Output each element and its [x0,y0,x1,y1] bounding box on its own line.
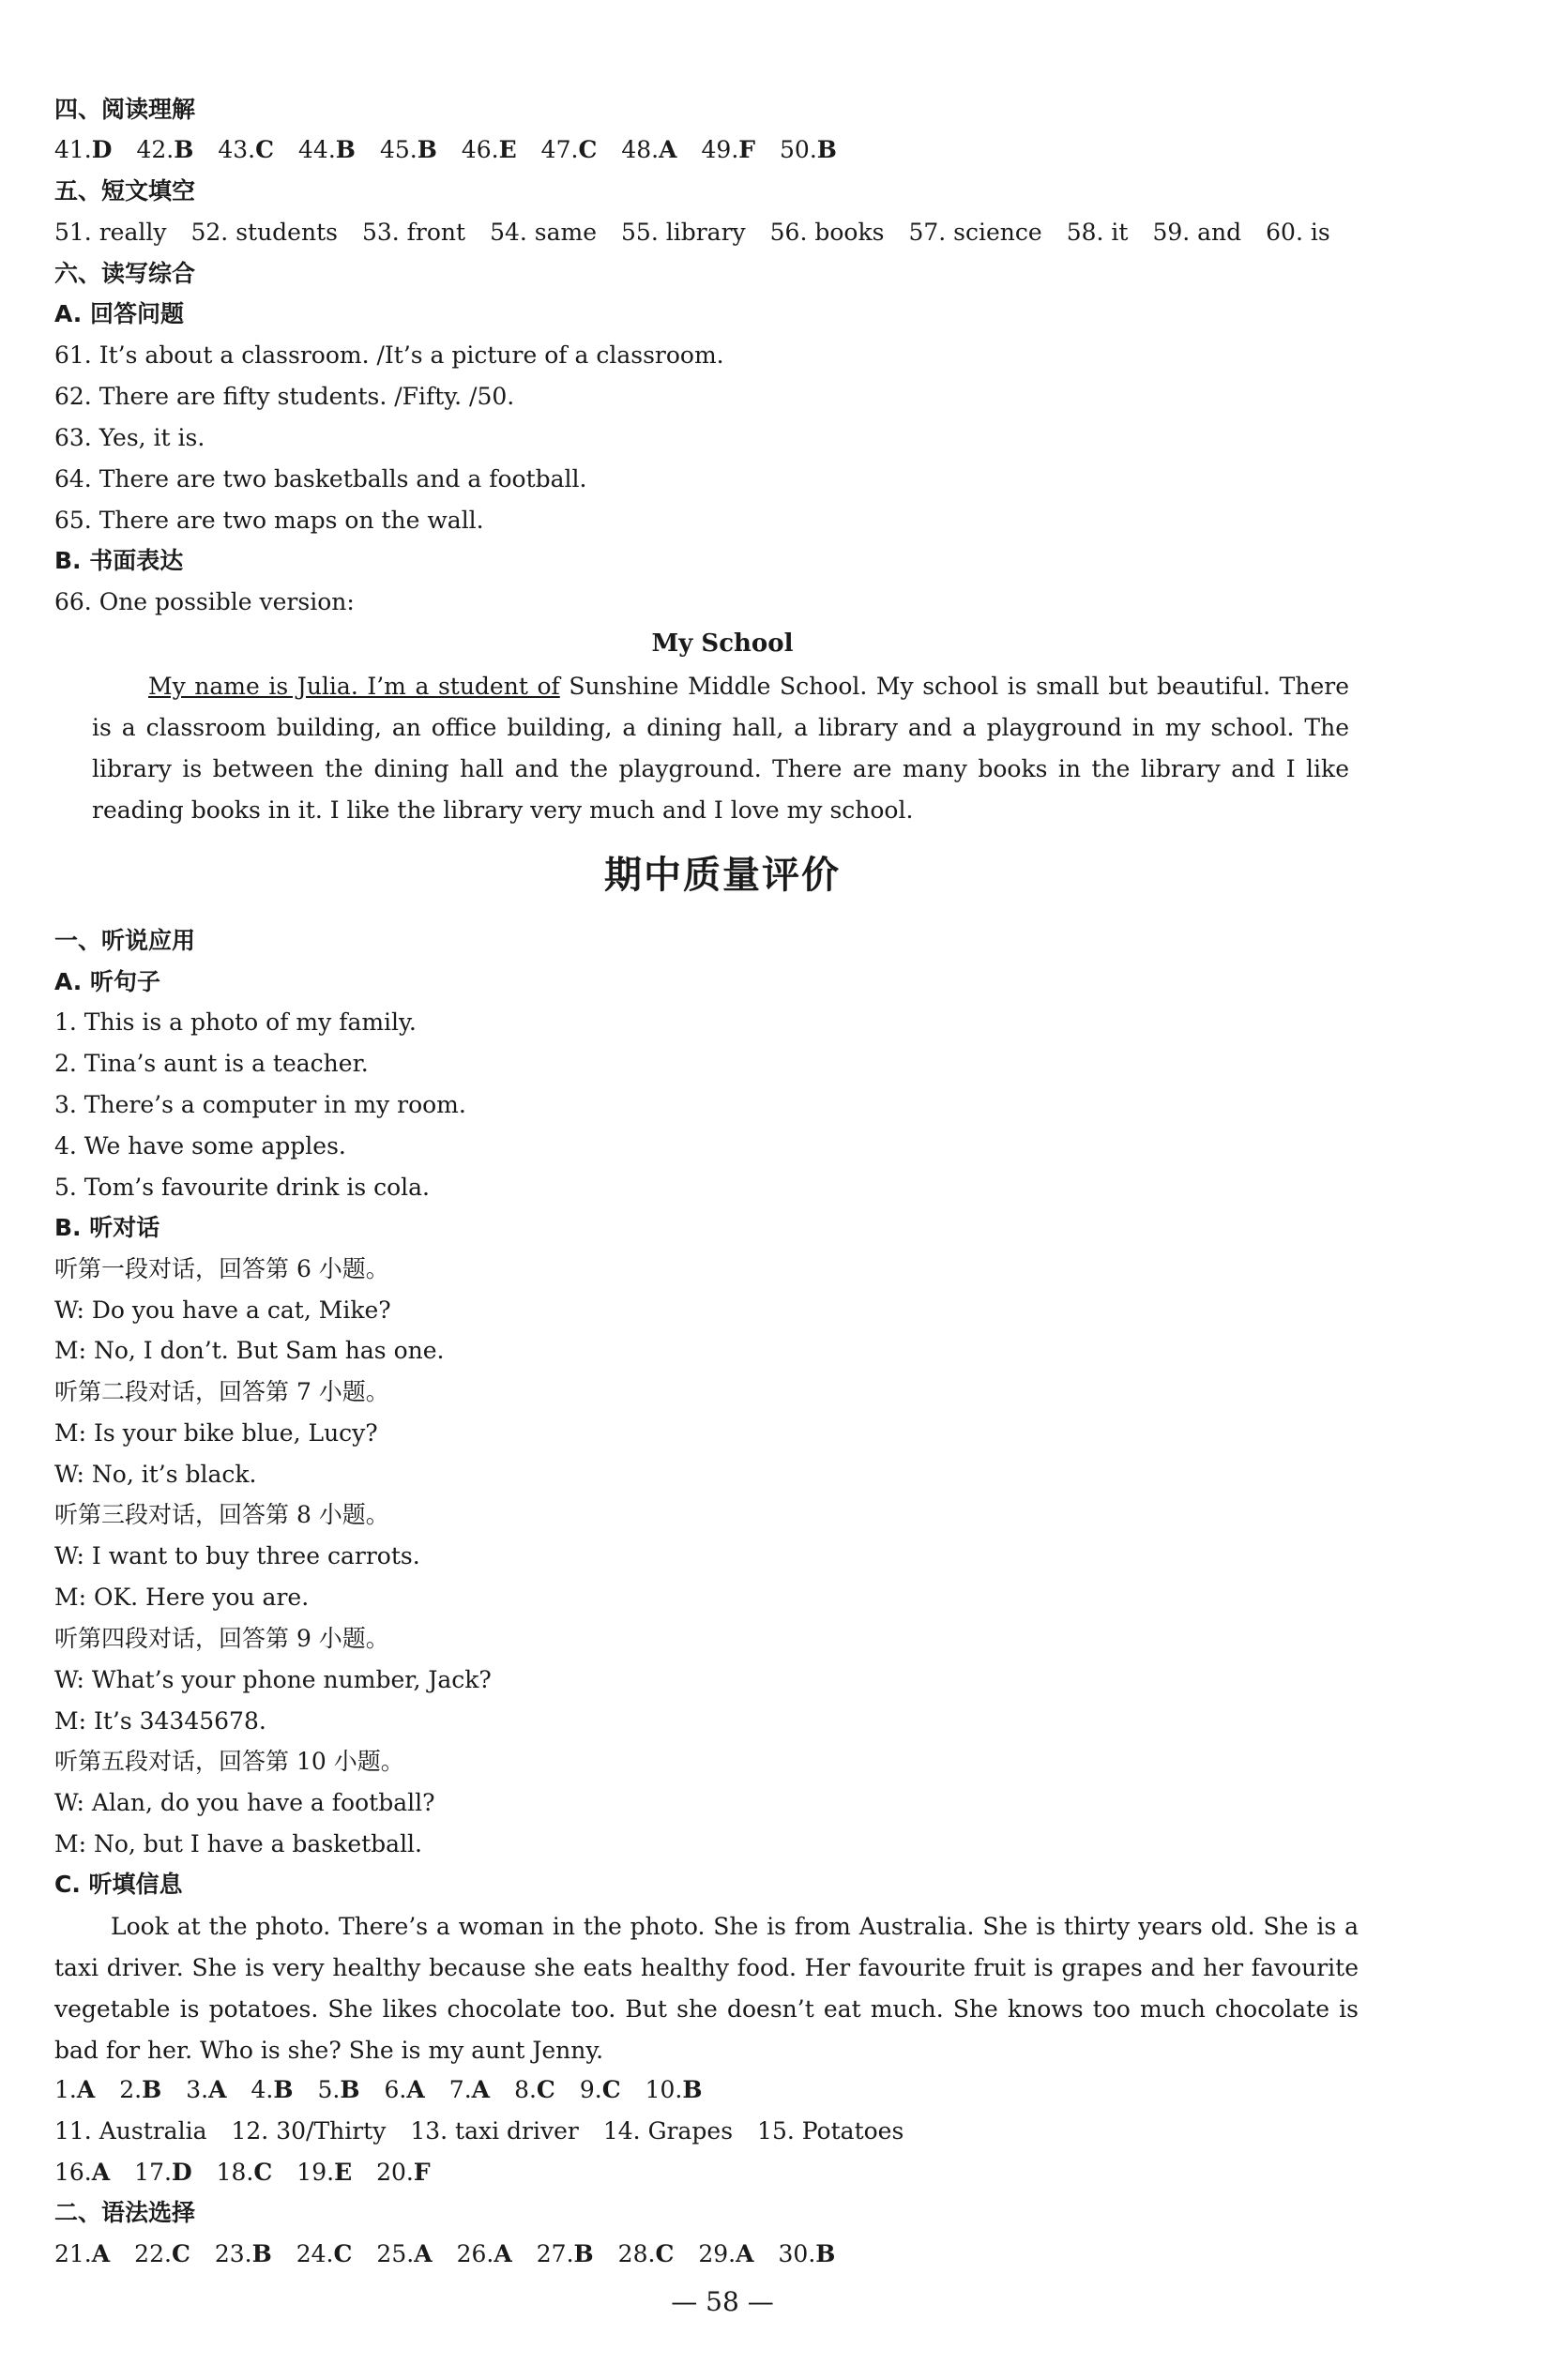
answer-item: 13. taxi driver [410,2117,579,2145]
answer-item [134,2240,190,2268]
answer-item [702,136,756,164]
answer-item [376,2159,431,2187]
answer-letter: D [91,136,113,163]
answer-number: 27. [536,2240,574,2267]
dialogue-line: 听第五段对话，回答第 10 小题。 [54,1748,404,1775]
answer-letter: B [682,2076,703,2103]
answer-number: 17. [134,2159,172,2186]
answer-item [462,136,517,164]
listen-sentences-heading: A. 听句子 [54,968,161,995]
answer-item [514,2076,555,2104]
answer-number: 45. [379,136,418,163]
answer-item: 59. and [1152,219,1242,246]
dialogue-line: M: No, I don’t. But Sam has one. [54,1337,445,1364]
dialogue-line: 听第四段对话，回答第 9 小题。 [54,1625,389,1652]
answer-number: 4. [251,2076,274,2103]
answer-item: 12. 30/Thirty [231,2117,387,2145]
answer-letter: A [736,2240,754,2267]
page-number: — 58 — [671,2286,774,2317]
answer-item [618,2240,675,2268]
answer-item: 51. really [54,219,167,246]
answer-number: 26. [456,2240,494,2267]
answer-item: 52. students [190,219,338,246]
answer-line: 62. There are fifty students. /Fifty. /50. [54,383,515,410]
answer-item [296,2240,353,2268]
answer-number: 1. [54,2076,77,2103]
answer-item: 15. Potatoes [757,2117,904,2145]
answer-item [621,136,676,164]
answer-number: 8. [514,2076,537,2103]
answer-item [54,2240,110,2268]
sentence-line: 5. Tom’s favourite drink is cola. [54,1174,430,1201]
answer-questions-heading: A. 回答问题 [54,300,185,327]
answer-letter: B [174,136,194,163]
listen-dialogues-heading: B. 听对话 [54,1214,160,1241]
answer-number: 47. [540,136,579,163]
answer-item [186,2076,226,2104]
answer-item [251,2076,294,2104]
answer-item [298,136,356,164]
answer-number: 49. [701,136,739,163]
answer-letter: D [171,2159,192,2186]
answer-letter: A [76,2076,96,2103]
answer-item [54,2076,95,2104]
answer-item [537,2240,594,2268]
cloze-heading: 五、短文填空 [54,177,196,205]
answer-letter: C [171,2240,190,2267]
answer-item [645,2076,703,2104]
answer-item [780,136,837,164]
answer-letter: A [406,2076,425,2103]
dialogue-line: M: It’s 34345678. [54,1707,266,1735]
dialogue-line: W: Do you have a cat, Mike? [54,1296,391,1324]
answer-item [457,2240,512,2268]
essay-body [92,666,1349,831]
answer-letter: C [333,2240,353,2267]
listening-passage: Look at the photo. There’s a woman in the photo. She is from Australia. She is thirty years old. She is a taxi driver. She is very healthy because she eats healthy food. Her favourite fruit is grapes and her favourite vegetable is potatoes. She likes chocolate too. But she doesn’t eat much. She knows too much chocolate is bad for her. Who is she? She is my aunt Jenny. [54,1913,1359,2064]
answer-item [134,2159,191,2187]
answer-number: 7. [448,2076,472,2103]
listening-heading: 一、听说应用 [54,927,196,954]
answer-letter: B [417,136,437,163]
answers-11-15 [54,2117,928,2145]
answer-number: 25. [376,2240,415,2267]
dialogue-line: W: I want to buy three carrots. [54,1542,420,1569]
sentence-line: 1. This is a photo of my family. [54,1008,417,1036]
answer-letter: A [414,2240,433,2267]
dialogue-line: W: What’s your phone number, Jack? [54,1666,492,1693]
answer-item [119,2076,161,2104]
answer-letter: A [493,2240,512,2267]
answer-number: 50. [780,136,817,163]
answer-letter: C [578,136,598,163]
answer-letter: C [536,2076,555,2103]
answer-letter: F [738,136,756,163]
writing-heading: B. 书面表达 [54,547,184,574]
answer-letter: A [208,2076,227,2103]
dialogue-line: M: Is your bike blue, Lucy? [54,1419,378,1447]
sentence-line: 4. We have some apples. [54,1132,346,1160]
answer-letter: B [335,136,356,163]
answer-letter: B [815,2240,836,2267]
writing-intro: 66. One possible version: [54,588,355,615]
answer-letter: A [659,136,677,163]
answer-number: 2. [119,2076,143,2103]
essay-title: My School [651,629,794,658]
answer-letter: B [340,2076,360,2103]
answer-item [136,136,193,164]
answer-number: 6. [384,2076,407,2103]
answer-line: 65. There are two maps on the wall. [54,507,484,534]
answer-item [380,136,437,164]
answer-letter: E [498,136,517,163]
answer-number: 22. [134,2240,172,2267]
dialogue-line: M: No, but I have a basketball. [54,1830,423,1857]
answer-number: 24. [296,2240,334,2267]
grammar-heading: 二、语法选择 [54,2199,196,2226]
answer-item: 56. books [769,219,885,246]
answer-item: 53. front [361,219,466,246]
answer-number: 28. [617,2240,656,2267]
answer-item [376,2240,432,2268]
reading-heading: 四、阅读理解 [54,96,196,123]
answer-letter: E [334,2159,353,2186]
answer-letter: B [273,2076,294,2103]
dialogue-line: W: No, it’s black. [54,1461,257,1488]
answer-number: 3. [186,2076,209,2103]
answer-letter: A [91,2159,111,2186]
grammar-answers [54,2240,859,2268]
answer-item: 54. same [490,219,598,246]
answer-letter: B [816,136,837,163]
answer-number: 10. [645,2076,683,2103]
answer-item: 60. is [1266,219,1330,246]
answer-item [296,2159,352,2187]
answer-item [385,2076,425,2104]
essay-underlined-text: My name is Julia. I’m a student of [148,673,560,700]
dialogue-line: 听第二段对话，回答第 7 小题。 [54,1378,389,1405]
answer-item: 14. Grapes [602,2117,734,2145]
answer-item [217,2159,273,2187]
answer-number: 16. [54,2159,92,2186]
answer-number: 20. [376,2159,414,2186]
answer-number: 41. [54,136,92,163]
sentence-line: 3. There’s a computer in my room. [54,1091,466,1118]
answer-item: 58. it [1066,219,1129,246]
answers-1-10 [54,2076,727,2104]
answer-item: 11. Australia [54,2117,207,2145]
answer-number: 19. [296,2159,335,2186]
listen-fill-heading: C. 听填信息 [54,1871,183,1898]
answer-line: 61. It’s about a classroom. /It’s a picture of a classroom. [54,341,724,369]
answer-line: 63. Yes, it is. [54,424,205,451]
answer-item [318,2076,360,2104]
answer-letter: B [573,2240,594,2267]
answer-item [218,136,274,164]
answer-number: 48. [621,136,660,163]
dialogue-line: 听第三段对话，回答第 8 小题。 [54,1501,389,1528]
answer-letter: A [91,2240,111,2267]
dialogue-line: M: OK. Here you are. [54,1584,310,1611]
rw-heading: 六、读写综合 [54,260,196,287]
answer-number: 9. [579,2076,602,2103]
answer-letter: F [413,2159,431,2186]
answer-number: 30. [778,2240,816,2267]
answer-item [54,2159,110,2187]
reading-answers [54,136,861,164]
answer-number: 46. [461,136,499,163]
dialogue-line: W: Alan, do you have a football? [54,1789,435,1816]
answer-item [54,136,112,164]
answer-number: 29. [698,2240,736,2267]
answer-number: 23. [214,2240,252,2267]
answer-line: 64. There are two basketballs and a football. [54,465,587,493]
answer-item [580,2076,621,2104]
answer-item [215,2240,272,2268]
dialogue-line: 听第一段对话，回答第 6 小题。 [54,1255,389,1282]
sentence-line: 2. Tina’s aunt is a teacher. [54,1050,369,1077]
answer-number: 44. [298,136,336,163]
answer-letter: C [655,2240,675,2267]
essay-text: Sunshine Middle School. My school is small but beautiful. There is a classroom building, an office building, a dining hall, a library and a playground in my school. The library is between the dining hall and the playground. There are many books in the library and I like reading books in it. I like the library very much and I love my school. [92,673,1349,824]
answer-number: 5. [317,2076,341,2103]
answer-item [779,2240,836,2268]
answer-number: 43. [218,136,256,163]
answer-letter: C [601,2076,621,2103]
answer-item [449,2076,490,2104]
answer-item: 55. library [621,219,746,246]
answer-item: 57. science [908,219,1042,246]
answer-letter: C [255,136,275,163]
answer-letter: C [253,2159,273,2186]
cloze-answers [54,219,1355,247]
answer-letter: B [142,2076,162,2103]
section-title: 期中质量评价 [604,854,841,897]
answer-number: 21. [54,2240,92,2267]
answer-letter: A [471,2076,491,2103]
answer-number: 42. [136,136,175,163]
answer-number: 18. [216,2159,254,2186]
answer-letter: B [251,2240,272,2267]
answer-item [541,136,598,164]
answers-16-20 [54,2159,455,2187]
answer-item [698,2240,753,2268]
